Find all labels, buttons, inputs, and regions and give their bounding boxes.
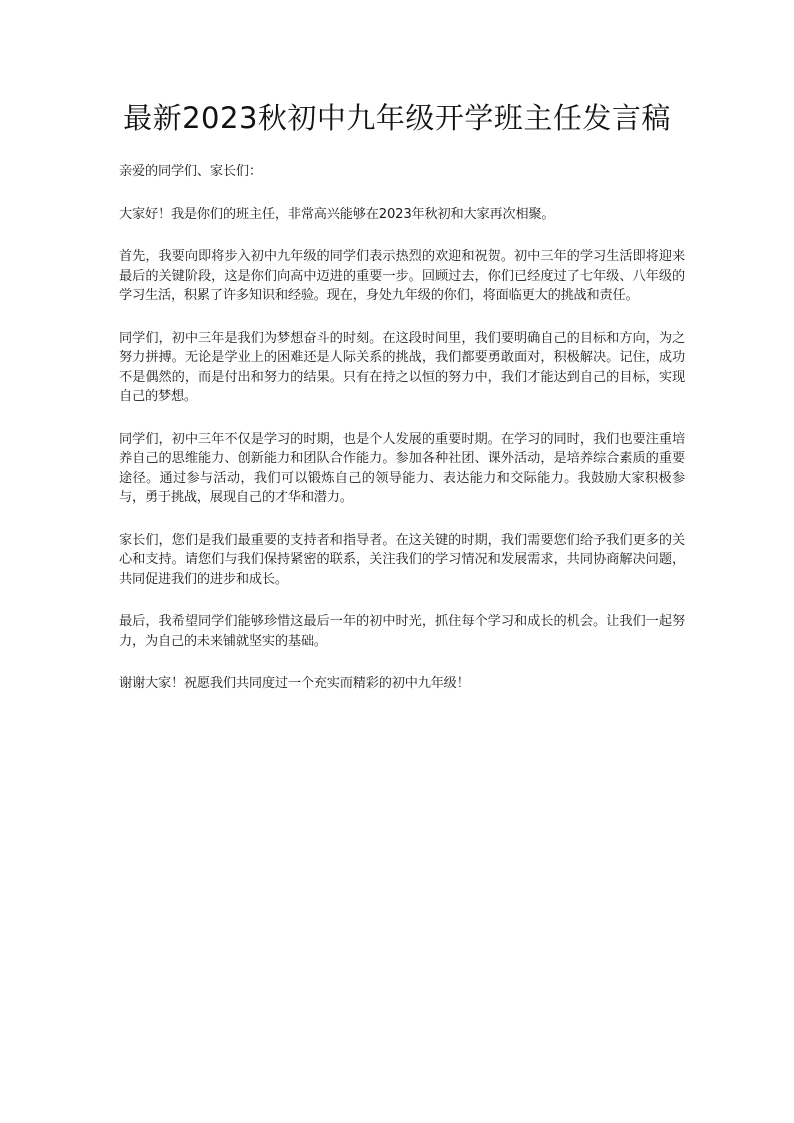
document-body — [119, 162, 685, 717]
greeting-paragraph: 亲爱的同学们、家长们： — [119, 164, 262, 179]
thanks-paragraph: 谢谢大家！祝愿我们共同度过一个充实而精彩的初中九年级！ — [119, 676, 470, 691]
opening-paragraph: 大家好！我是你们的班主任，非常高兴能够在2023年秋初和大家再次相聚。 — [119, 206, 555, 222]
closing-paragraph: 最后，我希望同学们能够珍惜这最后一年的初中时光，抓住每个学习和成长的机会。让我们一起努力，为自己的未来铺就坚实的基础。 — [119, 614, 685, 649]
parents-paragraph: 家长们，您们是我们最重要的支持者和指导者。在这关键的时期，我们需要您们给予我们更多的关心和支持。请您们与我们保持紧密的联系，关注我们的学习情况和发展需求，共同协商解决问题，共同促进我们的进步和成长。 — [119, 532, 685, 587]
welcome-paragraph: 首先，我要向即将步入初中九年级的同学们表示热烈的欢迎和祝贺。初中三年的学习生活即将迎来最后的关键阶段，这是你们向高中迈进的重要一步。回顾过去，你们已经度过了七年级、八年级的学习生活，积累了许多知识和经验。现在，身处九年级的你们，将面临更大的挑战和责任。 — [119, 249, 685, 303]
dream-paragraph: 同学们，初中三年是我们为梦想奋斗的时刻。在这段时间里，我们要明确自己的目标和方向，为之努力拼搏。无论是学业上的困难还是人际关系的挑战，我们都要勇敢面对，积极解决。记住，成功不是偶然的，而是付出和努力的结果。只有在持之以恒的努力中，我们才能达到自己的目标，实现自己的梦想。 — [119, 330, 685, 404]
document-title: 最新2023秋初中九年级开学班主任发言稿 — [123, 101, 671, 135]
development-paragraph: 同学们，初中三年不仅是学习的时期，也是个人发展的重要时期。在学习的同时，我们也要注重培养自己的思维能力、创新能力和团队合作能力。参加各种社团、课外活动，是培养综合素质的重要途径。通过参与活动，我们可以锻炼自己的领导能力、表达能力和交际能力。我鼓励大家积极参与，勇于挑战，展现自己的才华和潜力。 — [119, 431, 685, 505]
